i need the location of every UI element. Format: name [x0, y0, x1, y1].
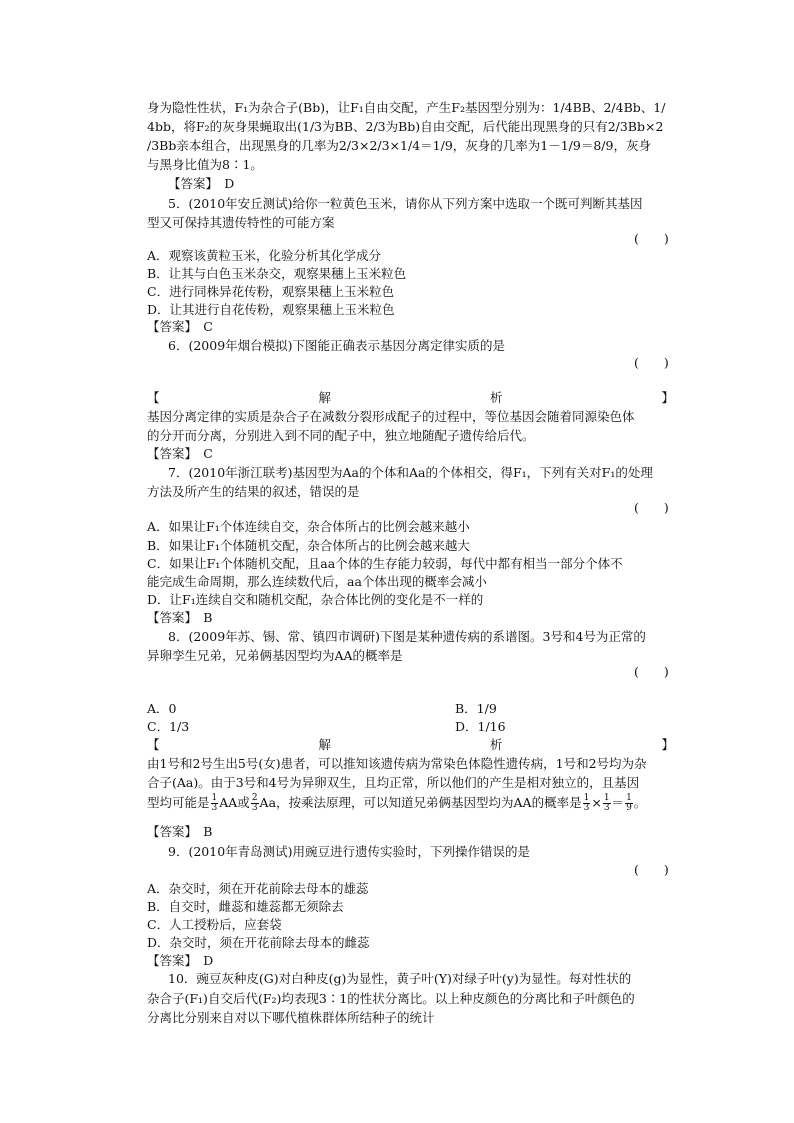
option-d: D．让其进行自花传粉，观察果穗上玉米粒色 — [147, 302, 395, 317]
text-line: 异卵孪生兄弟，兄弟俩基因型均为AA的概率是 — [147, 648, 403, 663]
text-line: 杂合子(F₁)自交后代(F₂)均表现3∶1的性状分离比。以上种皮颜色的分离比和子叶颜色的 — [147, 991, 635, 1006]
question-8: 8．(2009年苏、锡、常、镇四市调研)下图是某种遗传病的系谱图。3号和4号为正常的 — [168, 629, 646, 644]
option-b: B．自交时，雌蕊和雄蕊都无须除去 — [147, 899, 344, 914]
text-line: 由1号和2号生出5号(女)患者，可以推知该遗传病为常染色体隐性遗传病，1号和2号均为杂 — [147, 756, 647, 771]
numerator: 1 — [211, 793, 218, 803]
option-c: C．进行同株异花传粉，观察果穗上玉米粒色 — [147, 284, 395, 299]
option-b: B．如果让F₁个体随机交配，杂合体所占的比例会越来越大 — [147, 538, 470, 553]
answer-blank: ( ) — [634, 862, 669, 877]
answer-blank: ( ) — [634, 664, 669, 679]
text-fragment: 。 — [633, 795, 647, 810]
option-a: A．如果让F₁个体连续自交，杂合体所占的比例会越来越小 — [147, 519, 470, 534]
denominator: 3 — [603, 803, 610, 813]
option-b: B．1/9 — [455, 701, 497, 716]
fraction — [251, 794, 259, 813]
answer-label: 【答案】 B — [147, 824, 213, 839]
denominator: 3 — [583, 803, 590, 813]
text-line: 基因分离定律的实质是杂合子在减数分裂形成配子的过程中，等位基因会随着同源染色体 — [147, 409, 635, 424]
bracket-close: 】 — [661, 737, 674, 752]
bracket-open: 【 — [147, 737, 160, 752]
text-line: 能完成生命周期，那么连续数代后，aa个体出现的概率会减小 — [147, 574, 487, 589]
numerator: 1 — [583, 793, 590, 803]
numerator: 2 — [251, 793, 258, 803]
text-line: 方法及所产生的结果的叙述，错误的是 — [147, 484, 360, 499]
text-fragment: ＝ — [611, 795, 625, 810]
option-d: D．1/16 — [455, 719, 506, 734]
option-a: A．观察该黄粒玉米，化验分析其化学成分 — [147, 248, 382, 263]
text-line: 身为隐性性状，F₁为杂合子(Bb)，让F₁自由交配，产生F₂基因型分别为：1/4BB、2/4Bb、1/ — [147, 100, 666, 115]
bracket-close: 】 — [661, 390, 674, 405]
answer-blank: ( ) — [634, 355, 669, 370]
analysis-char: 析 — [489, 737, 503, 752]
answer-label: 【答案】 D — [168, 176, 235, 191]
question-6: 6．(2009年烟台模拟)下图能正确表示基因分离定律实质的是 — [168, 338, 506, 353]
answer-label: 【答案】 B — [147, 610, 213, 625]
fraction — [625, 794, 633, 813]
option-a: A．杂交时，须在开花前除去母本的雄蕊 — [147, 881, 369, 896]
answer-blank: ( ) — [634, 231, 669, 246]
text-fragment: Aa，按乘法原理，可以知道兄弟俩基因型均为AA的概率是 — [259, 795, 582, 810]
text-fragment: AA或 — [219, 795, 250, 810]
text-line: 型又可保持其遗传特性的可能方案 — [147, 215, 335, 230]
bracket-open: 【 — [147, 390, 160, 405]
option-d: D．杂交时，须在开花前除去母本的雌蕊 — [147, 935, 370, 950]
text-fragment: 型均可能是 — [147, 795, 210, 810]
option-c: C．1/3 — [147, 719, 190, 734]
numerator: 1 — [626, 793, 632, 803]
option-c: C．人工授粉后，应套袋 — [147, 917, 282, 932]
option-d: D．让F₁连续自交和随机交配，杂合体比例的变化是不一样的 — [147, 592, 484, 607]
analysis-heading — [147, 735, 674, 754]
text-line: 分离比分别来自对以下哪代植株群体所结种子的统计 — [147, 1010, 435, 1025]
text-line: 4bb，将F₂的灰身果蝇取出(1/3为BB、2/3为Bb)自由交配，后代能出现黑身的只有2/3Bb×2 — [147, 119, 664, 134]
numerator: 1 — [603, 793, 610, 803]
analysis-heading — [147, 388, 674, 407]
question-9: 9．(2010年青岛测试)用豌豆进行遗传实验时，下列操作错误的是 — [168, 844, 531, 859]
text-line-with-fractions — [147, 793, 674, 813]
text-line: 的分开而分离，分别进入到不同的配子中，独立地随配子遗传给后代。 — [147, 428, 535, 443]
denominator: 3 — [251, 803, 258, 813]
denominator: 3 — [211, 803, 218, 813]
text-line: 合子(Aa)。由于3号和4号为异卵双生，且均正常，所以他们的产生是相对独立的，且基因 — [147, 775, 640, 790]
text-line: /3Bb亲本组合，出现黑身的几率为2/3×2/3×1/4＝1/9，灰身的几率为1－1/9＝8/9，灰身 — [147, 138, 651, 153]
question-7: 7．(2010年浙江联考)基因型为Aa的个体和Aa的个体相交，得F₁，下列有关对F₁的处理 — [168, 465, 653, 480]
answer-label: 【答案】 C — [147, 319, 213, 334]
answer-label: 【答案】 C — [147, 446, 213, 461]
option-c: C．如果让F₁个体随机交配，且aa个体的生存能力较弱，每代中都有相当一部分个体不 — [147, 556, 623, 571]
text-fragment: × — [591, 795, 602, 810]
question-10: 10．豌豆灰种皮(G)对白种皮(g)为显性，黄子叶(Y)对绿子叶(y)为显性。每对性状的 — [168, 971, 632, 986]
answer-label: 【答案】 D — [147, 953, 214, 968]
option-b: B．让其与白色玉米杂交，观察果穗上玉米粒色 — [147, 266, 407, 281]
analysis-char: 解 — [318, 390, 331, 405]
analysis-char: 析 — [489, 390, 503, 405]
fraction — [603, 794, 611, 813]
fraction — [583, 794, 591, 813]
question-5: 5．(2010年安丘测试)给你一粒黄色玉米，请你从下列方案中选取一个既可判断其基因 — [168, 196, 643, 211]
answer-blank: ( ) — [634, 500, 669, 515]
option-a: A．0 — [147, 701, 177, 716]
fraction — [211, 794, 219, 813]
text-line: 与黑身比值为8∶1。 — [147, 157, 263, 172]
denominator: 9 — [626, 803, 632, 813]
analysis-char: 解 — [318, 737, 331, 752]
